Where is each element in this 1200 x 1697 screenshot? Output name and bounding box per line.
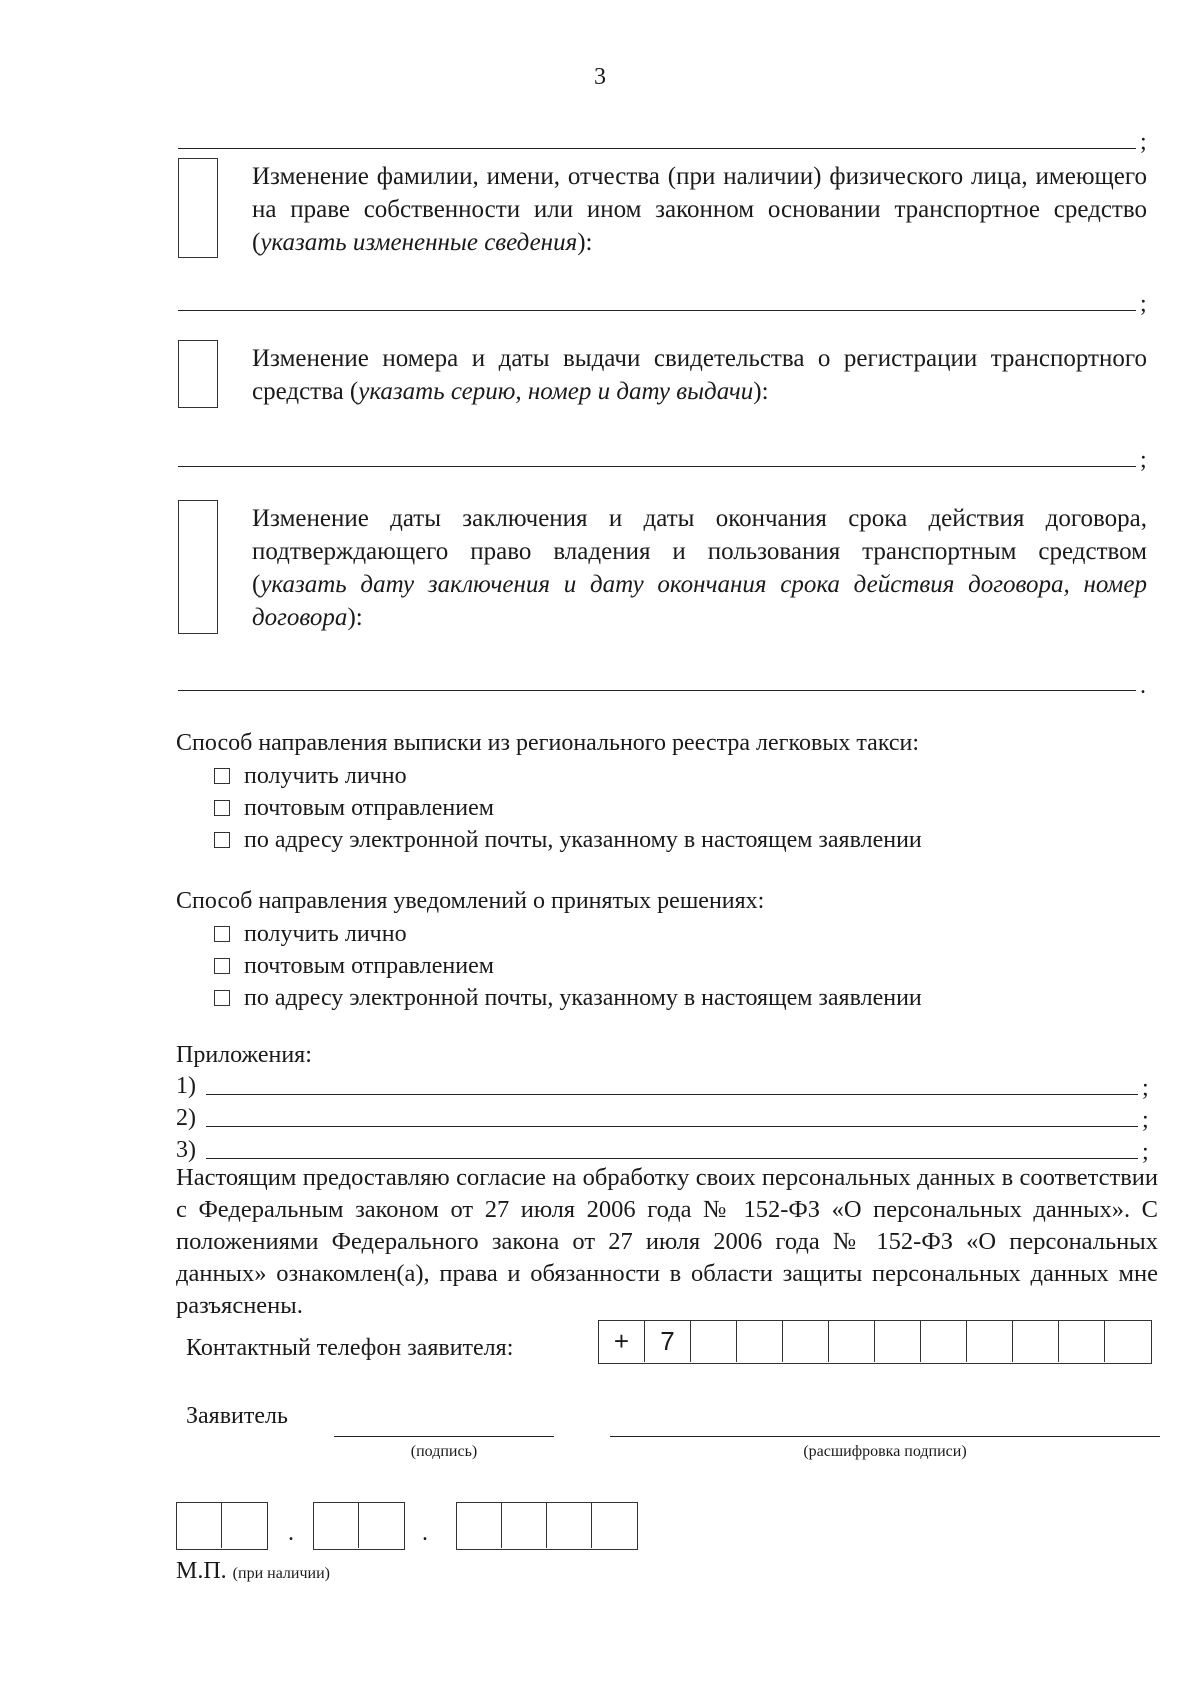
line-terminator: ; xyxy=(1140,291,1147,317)
option-hint: указать серию, номер и дату выдачи xyxy=(358,378,754,405)
attachment-line-1[interactable] xyxy=(206,1094,1138,1095)
extract-choice-post[interactable]: почтовым отправлением xyxy=(214,793,494,823)
phone-cell[interactable] xyxy=(783,1321,829,1362)
notice-choice-email[interactable]: по адресу электронной почты, указанному в настоящем заявлении xyxy=(214,983,922,1013)
signature-decode-caption: (расшифровка подписи) xyxy=(803,1443,967,1460)
phone-cell[interactable] xyxy=(1059,1321,1105,1362)
checkbox-square[interactable] xyxy=(214,958,230,974)
attachments-heading: Приложения: xyxy=(176,1042,312,1068)
phone-cell[interactable] xyxy=(737,1321,783,1362)
attachment-line-3[interactable] xyxy=(206,1158,1138,1159)
phone-cell[interactable] xyxy=(1105,1321,1151,1362)
line-terminator: ; xyxy=(1140,447,1147,473)
phone-digit-grid[interactable] xyxy=(598,1320,1152,1364)
phone-label: Контактный телефон заявителя: xyxy=(186,1335,514,1361)
checkbox-square[interactable] xyxy=(214,768,230,784)
date-day-cells[interactable] xyxy=(176,1502,268,1550)
date-cell[interactable] xyxy=(222,1503,267,1548)
consent-paragraph: Настоящим предоставляю согласие на обработку своих персональных данных в соответствии с Федеральным законом от 27 июля 2006 года № 152-ФЗ «О персональных данных». С положениями Федерального закона от 27 июля 2006 года № 152-ФЗ «О персональных данных» ознакомлен(а), права и обязанности в области защиты персональных данных мне разъяснены. xyxy=(176,1164,1158,1319)
attachment-line-2[interactable] xyxy=(206,1126,1138,1127)
date-cell[interactable] xyxy=(592,1503,637,1548)
phone-cell[interactable] xyxy=(691,1321,737,1362)
date-separator: . xyxy=(422,1520,428,1546)
line-terminator: ; xyxy=(1142,1139,1149,1165)
phone-cell-plus: + xyxy=(599,1321,645,1362)
phone-cell[interactable] xyxy=(1013,1321,1059,1362)
notice-choice-post[interactable]: почтовым отправлением xyxy=(214,951,494,981)
signature-decode-line[interactable] xyxy=(610,1436,1160,1437)
notice-delivery-heading: Способ направления уведомлений о принятых решениях: xyxy=(176,888,765,914)
phone-cell[interactable] xyxy=(875,1321,921,1362)
date-cell[interactable] xyxy=(314,1503,359,1548)
date-year-cells[interactable] xyxy=(456,1502,638,1550)
attachment-number: 3) xyxy=(176,1137,196,1163)
date-cell[interactable] xyxy=(177,1503,222,1548)
option-text-certificate-change: Изменение номера и даты выдачи свидетельства о регистрации транспортного средства (указать серию, номер и дату выдачи): xyxy=(252,345,1147,405)
date-cell[interactable] xyxy=(547,1503,592,1548)
extract-choice-in-person[interactable]: получить лично xyxy=(214,761,407,791)
option-hint: указать дату заключения и дату окончания срока действия договора, номер договора xyxy=(252,571,1147,631)
date-separator: . xyxy=(288,1520,294,1546)
phone-cell[interactable] xyxy=(921,1321,967,1362)
attachment-number: 2) xyxy=(176,1105,196,1131)
attachment-number: 1) xyxy=(176,1073,196,1099)
phone-cell[interactable] xyxy=(829,1321,875,1362)
fill-line-certificate-change[interactable] xyxy=(178,466,1136,467)
option-checkbox-name-change[interactable] xyxy=(178,158,218,258)
option-text-contract-change: Изменение даты заключения и даты окончания срока действия договора, подтверждающего право владения и пользования транспортным средством (указать дату заключения и дату окончания срока действия договора, номер договора): xyxy=(252,505,1147,631)
option-text-name-change: Изменение фамилии, имени, отчества (при наличии) физического лица, имеющего на праве собственности или ином законном основании транспортное средство (указать измененные сведения): xyxy=(252,163,1147,256)
checkbox-square[interactable] xyxy=(214,990,230,1006)
checkbox-square[interactable] xyxy=(214,832,230,848)
line-terminator: . xyxy=(1140,673,1146,699)
line-terminator: ; xyxy=(1142,1075,1149,1101)
fill-line-contract-change[interactable] xyxy=(178,690,1136,691)
fill-line-top[interactable] xyxy=(178,148,1136,149)
option-checkbox-certificate-change[interactable] xyxy=(178,340,218,408)
date-month-cells[interactable] xyxy=(313,1502,405,1550)
checkbox-square[interactable] xyxy=(214,926,230,942)
checkbox-square[interactable] xyxy=(214,800,230,816)
option-checkbox-contract-change[interactable] xyxy=(178,500,218,634)
stamp-note: (при наличии) xyxy=(232,1565,330,1582)
signature-line[interactable] xyxy=(334,1436,554,1437)
option-hint: указать измененные сведения xyxy=(260,229,578,256)
fill-line-name-change[interactable] xyxy=(178,310,1136,311)
phone-cell[interactable] xyxy=(967,1321,1013,1362)
stamp-label: М.П. (при наличии) xyxy=(176,1558,330,1584)
signature-caption: (подпись) xyxy=(410,1443,478,1460)
extract-choice-email[interactable]: по адресу электронной почты, указанному в настоящем заявлении xyxy=(214,825,922,855)
date-cell[interactable] xyxy=(457,1503,502,1548)
phone-cell-country: 7 xyxy=(645,1321,691,1362)
line-terminator: ; xyxy=(1140,129,1147,155)
page-number: 3 xyxy=(594,64,606,90)
date-cell[interactable] xyxy=(502,1503,547,1548)
applicant-label: Заявитель xyxy=(186,1403,288,1429)
date-cell[interactable] xyxy=(359,1503,404,1548)
notice-choice-in-person[interactable]: получить лично xyxy=(214,919,407,949)
extract-delivery-heading: Способ направления выписки из регионального реестра легковых такси: xyxy=(176,730,920,756)
line-terminator: ; xyxy=(1142,1107,1149,1133)
